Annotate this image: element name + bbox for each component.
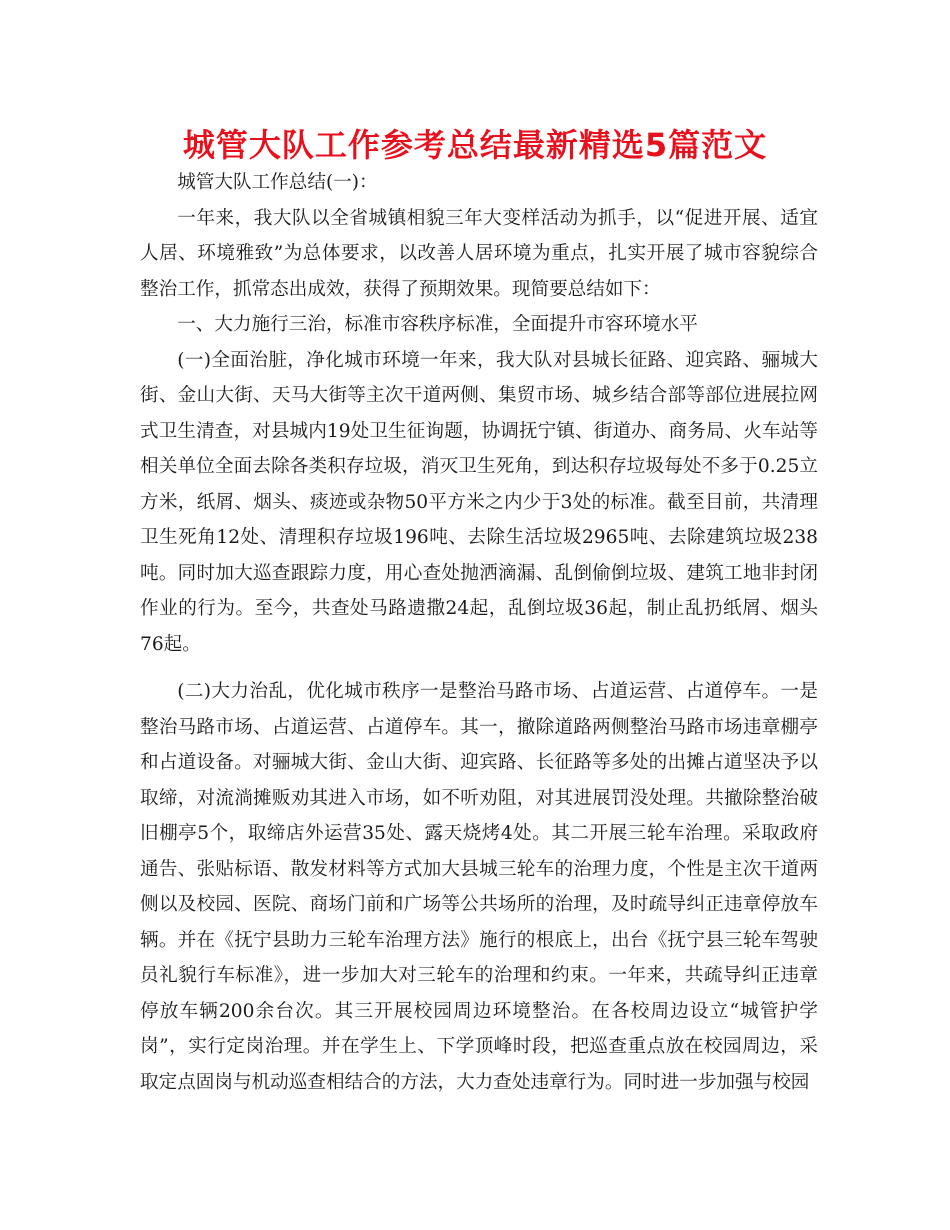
paragraph: (一)全面治脏，净化城市环境一年来，我大队对县城长征路、迎宾路、骊城大街、金山大街、天马大街等主次干道两侧、集贸市场、城乡结合部等部位进展拉网式卫生清查，对县城内19处卫生征询题，协调抚宁镇、街道办、商务局、火车站等相关单位全面去除各类积存垃圾，消灭卫生死角，到达积存垃圾每处不多于0.25立方米，纸屑、烟头、痰迹或杂物50平方米之内少于3处的标准。截至目前，共清理卫生死角12处、清理积存垃圾196吨、去除生活垃圾2965吨、去除建筑垃圾238吨。同时加大巡查跟踪力度，用心查处抛洒滴漏、乱倒偷倒垃圾、建筑工地非封闭作业的行为。至今，共查处马路遗撒24起，乱倒垃圾36起，制止乱扔纸屑、烟头76起。	[140, 349, 818, 655]
paragraph: (二)大力治乱，优化城市秩序一是整治马路市场、占道运营、占道停车。一是整治马路市场、占道运营、占道停车。其一，撤除道路两侧整治马路市场违章棚亭和占道设备。对骊城大街、金山大街、迎宾路、长征路等多处的出摊占道坚决予以取缔，对流淌摊贩劝其进入市场，如不听劝阻，对其进展罚没处理。共撤除整治破旧棚亭5个，取缔店外运营35处、露天烧烤4处。其二开展三轮车治理。采取政府通告、张贴标语、散发材料等方式加大县城三轮车的治理力度，个性是主次干道两侧以及校园、医院、商场门前和广场等公共场所的治理，及时疏导纠正违章停放车辆。并在《抚宁县助力三轮车治理方法》施行的根底上，出台《抚宁县三轮车驾驶员礼貌行车标准》，进一步加大对三轮车的治理和约束。一年来，共疏导纠正违章停放车辆200余台次。其三开展校园周边环境整治。在各校周边设立“城管护学岗”，实行定岗治理。并在学生上、下学顶峰时段，把巡查重点放在校园周边，采取定点固岗与机动巡查相结合的方法，大力查处违章行为。同时进一步加强与校园	[140, 681, 818, 1093]
document-title: 城管大队工作参考总结最新精选5篇范文	[182, 126, 768, 164]
subsection-heading: 一、大力施行三治，标准市容秩序标准，全面提升市容环境水平	[177, 314, 698, 335]
paragraph: 一年来，我大队以全省城镇相貌三年大变样活动为抓手，以“促进开展、适宜人居、环境雅致”为总体要求，以改善人居环境为重点，扎实开展了城市容貌综合整治工作，抓常态出成效，获得了预期效果。现简要总结如下：	[140, 207, 818, 300]
document-body	[140, 165, 818, 1100]
section-heading: 城管大队工作总结(一)：	[177, 172, 378, 193]
